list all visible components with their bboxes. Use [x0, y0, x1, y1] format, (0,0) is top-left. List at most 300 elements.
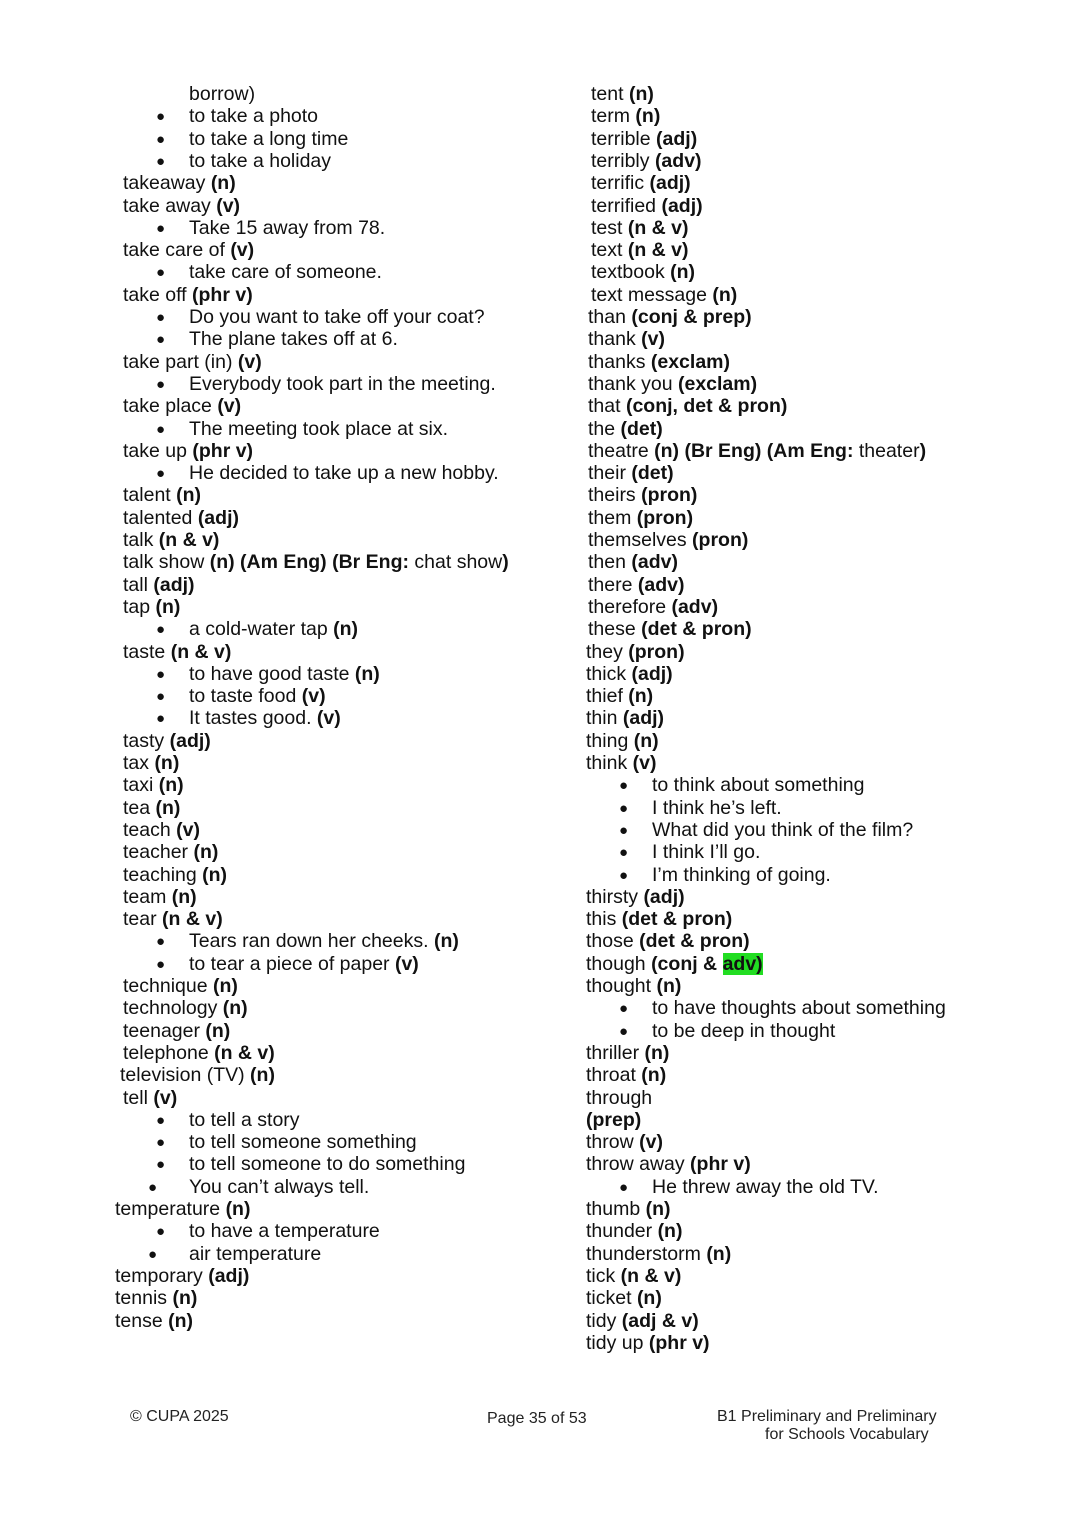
bullet-icon: ●	[156, 1134, 166, 1151]
vocabulary-entry	[588, 574, 684, 596]
bullet-icon: ●	[156, 933, 166, 950]
vocabulary-entry	[123, 797, 180, 819]
part-of-speech-label: (n)	[354, 663, 380, 685]
vocabulary-entry	[123, 752, 179, 774]
bullet-icon: ●	[156, 153, 166, 170]
entry-text: temporary	[115, 1265, 209, 1287]
part-of-speech-label: (n)	[154, 752, 180, 774]
example-item	[652, 997, 946, 1019]
entry-text: tax	[123, 752, 155, 774]
part-of-speech-label: (adj)	[197, 507, 239, 529]
vocabulary-entry	[588, 462, 674, 484]
entry-text: I think he’s left.	[652, 797, 782, 819]
bullet-icon: ●	[156, 309, 166, 326]
bullet-icon: ●	[619, 1000, 629, 1017]
entry-text: Take 15 away from 78.	[189, 217, 386, 239]
part-of-speech-label: (exclam)	[650, 351, 730, 373]
part-of-speech-label: (n)	[213, 975, 238, 997]
entry-text: term	[591, 105, 636, 127]
entry-text: to take a holiday	[189, 150, 332, 172]
example-item	[189, 328, 398, 350]
entry-text: tidy up	[586, 1332, 649, 1354]
entry-text: to be deep in thought	[652, 1020, 836, 1042]
entry-text: take away	[123, 195, 217, 217]
entry-text: they	[586, 641, 629, 663]
entry-text: to have thoughts about something	[652, 997, 946, 1019]
entry-text: a cold-water tap	[189, 618, 334, 640]
part-of-speech-label: (n)	[712, 284, 738, 306]
bullet-icon: ●	[156, 131, 166, 148]
entry-text: throw away	[586, 1153, 691, 1175]
part-of-speech-label: (adv)	[631, 551, 678, 573]
example-item	[652, 774, 864, 796]
vocabulary-entry	[115, 1310, 193, 1332]
entry-text: to take a long time	[189, 128, 349, 150]
vocabulary-entry	[591, 239, 689, 261]
entry-text: He decided to take up a new hobby.	[189, 462, 499, 484]
part-of-speech-label: (n) (Am Eng) (Br Eng:	[209, 551, 415, 573]
entry-text: talented	[123, 507, 198, 529]
entry-text: What did you think of the film?	[652, 819, 914, 841]
example-item	[189, 1131, 417, 1153]
vocabulary-entry	[123, 351, 262, 373]
part-of-speech-label: (adj)	[631, 663, 673, 685]
vocabulary-entry	[586, 1087, 652, 1109]
part-of-speech-label: (pron)	[636, 507, 694, 529]
part-of-speech-label: (n & v)	[627, 217, 689, 239]
vocabulary-entry	[591, 105, 660, 127]
entry-text: think	[586, 752, 633, 774]
entry-text: take part (in)	[123, 351, 238, 373]
vocabulary-entry	[586, 752, 656, 774]
entry-text: thanks	[588, 351, 651, 373]
bullet-icon: ●	[156, 465, 166, 482]
bullet-icon: ●	[156, 331, 166, 348]
vocabulary-entry	[123, 1087, 177, 1109]
entry-text: television (TV)	[120, 1064, 251, 1086]
entry-text: to tell a story	[189, 1109, 300, 1131]
part-of-speech-label: (n)	[636, 1287, 662, 1309]
entry-text: talk show	[123, 551, 210, 573]
bullet-icon: ●	[619, 844, 629, 861]
vocabulary-entry	[123, 507, 239, 529]
vocabulary-entry	[586, 953, 763, 975]
part-of-speech-label: (n & v)	[627, 239, 689, 261]
entry-text: thick	[586, 663, 632, 685]
entry-text: then	[588, 551, 632, 573]
vocabulary-entry	[588, 395, 787, 417]
part-of-speech-label: (n)	[176, 484, 202, 506]
part-of-speech-label: (v)	[639, 1131, 663, 1153]
vocabulary-entry	[123, 574, 195, 596]
part-of-speech-label: (n & v)	[214, 1042, 275, 1064]
bullet-icon: ●	[619, 800, 629, 817]
bullet-icon: ●	[156, 956, 166, 973]
example-item	[189, 105, 318, 127]
part-of-speech-label: (n)	[155, 797, 181, 819]
entry-text: terrible	[591, 128, 657, 150]
part-of-speech-label: (v)	[237, 351, 262, 373]
entry-text: teenager	[123, 1020, 206, 1042]
vocabulary-entry	[588, 351, 730, 373]
example-item	[189, 685, 326, 707]
part-of-speech-label: (v)	[641, 328, 665, 350]
part-of-speech-label: (phr v)	[192, 284, 253, 306]
example-item	[189, 930, 459, 952]
part-of-speech-label: (adj)	[649, 172, 691, 194]
vocabulary-entry	[123, 841, 218, 863]
entry-text: air temperature	[189, 1243, 322, 1265]
entry-text: temperature	[115, 1198, 226, 1220]
entry-text: I’m thinking of going.	[652, 864, 831, 886]
part-of-speech-label: (n)	[641, 1064, 667, 1086]
part-of-speech-label: (n)	[635, 105, 661, 127]
entry-text: thunder	[586, 1220, 658, 1242]
vocabulary-entry	[123, 730, 211, 752]
example-item	[189, 128, 348, 150]
entry-text: The meeting took place at six.	[189, 418, 449, 440]
part-of-speech-label: (n)	[193, 841, 219, 863]
entry-text: thriller	[586, 1042, 645, 1064]
vocabulary-entry	[588, 618, 752, 640]
part-of-speech-label: (prep)	[586, 1109, 642, 1131]
entry-text: tall	[123, 574, 154, 596]
entry-text: technology	[123, 997, 223, 1019]
vocabulary-entry	[123, 908, 223, 930]
part-of-speech-label: (n)	[670, 261, 696, 283]
entry-text: tea	[123, 797, 156, 819]
part-of-speech-label: (phr v)	[690, 1153, 751, 1175]
entry-text: borrow)	[189, 83, 256, 105]
entry-text: take up	[123, 440, 193, 462]
part-of-speech-label: (n)	[333, 618, 359, 640]
part-of-speech-label: (n)	[706, 1243, 732, 1265]
entry-text: to have good taste	[189, 663, 355, 685]
vocabulary-entry	[586, 1198, 671, 1220]
entry-text: therefore	[588, 596, 672, 618]
example-item	[189, 418, 448, 440]
example-item	[189, 1220, 380, 1242]
part-of-speech-label: (v)	[394, 953, 419, 975]
vocabulary-entry	[115, 1198, 250, 1220]
bullet-icon: ●	[156, 1156, 166, 1173]
entry-text: though	[586, 953, 652, 975]
part-of-speech-label: (n & v)	[170, 641, 232, 663]
part-of-speech-label: (adj)	[169, 730, 211, 752]
bullet-icon: ●	[156, 688, 166, 705]
entry-text: the	[588, 418, 621, 440]
part-of-speech-label: (adj)	[622, 707, 665, 729]
entry-text: It tastes good.	[189, 707, 317, 729]
example-item	[189, 373, 496, 395]
example-item	[189, 150, 331, 172]
vocabulary-entry	[123, 551, 509, 573]
vocabulary-entry	[588, 551, 678, 573]
entry-text: take care of	[123, 239, 231, 261]
part-of-speech-label: (n) (Br Eng) (Am Eng:	[654, 440, 859, 462]
entry-text: that	[588, 395, 626, 417]
part-of-speech-label: (n)	[250, 1064, 275, 1086]
example-item	[189, 707, 341, 729]
example-item	[189, 217, 385, 239]
example-item	[189, 1153, 465, 1175]
entry-text: to taste food	[189, 685, 302, 707]
part-of-speech-label: (phr v)	[192, 440, 254, 462]
vocabulary-entry	[120, 1064, 275, 1086]
bullet-icon: ●	[156, 264, 166, 281]
part-of-speech-label: (det & pron)	[641, 618, 752, 640]
part-of-speech-label: (exclam)	[677, 373, 758, 395]
entry-text: takeaway	[123, 172, 211, 194]
vocabulary-entry	[588, 484, 697, 506]
part-of-speech-label: (v)	[216, 195, 241, 217]
vocabulary-entry	[115, 1265, 249, 1287]
footer-copyright: © CUPA 2025	[130, 1408, 229, 1425]
example-item	[652, 1020, 835, 1042]
bullet-icon: ●	[156, 1223, 166, 1240]
vocabulary-entry	[586, 1042, 669, 1064]
example-item	[652, 864, 831, 886]
entry-text: tidy	[586, 1310, 622, 1332]
part-of-speech-label: (n)	[171, 886, 197, 908]
entry-text: thank you	[588, 373, 678, 395]
entry-text: The plane takes off at 6.	[189, 328, 398, 350]
entry-text: textbook	[591, 261, 671, 283]
part-of-speech-label: (pron)	[641, 484, 698, 506]
bullet-icon: ●	[619, 867, 629, 884]
entry-text: theirs	[588, 484, 642, 506]
vocabulary-entry	[586, 1109, 641, 1131]
example-item	[652, 841, 760, 863]
entry-text: thought	[586, 975, 657, 997]
bullet-icon: ●	[619, 822, 629, 839]
entry-text: telephone	[123, 1042, 215, 1064]
part-of-speech-label: (n)	[155, 596, 181, 618]
part-of-speech-label: (adj & v)	[621, 1310, 699, 1332]
vocabulary-entry	[588, 529, 748, 551]
footer-page-number: Page 35 of 53	[487, 1410, 587, 1427]
entry-text: thief	[586, 685, 629, 707]
vocabulary-entry	[586, 975, 681, 997]
vocabulary-entry	[586, 1287, 662, 1309]
entry-text: these	[588, 618, 642, 640]
vocabulary-entry	[123, 819, 200, 841]
vocabulary-entry	[123, 864, 227, 886]
entry-text: themselves	[588, 529, 693, 551]
entry-text: them	[588, 507, 637, 529]
part-of-speech-label: (adj)	[643, 886, 685, 908]
part-of-speech-label: (pron)	[692, 529, 749, 551]
entry-text: taste	[123, 641, 171, 663]
bullet-icon: ●	[148, 1246, 158, 1263]
vocabulary-entry	[586, 641, 685, 663]
entry-text: chat show	[414, 551, 503, 573]
vocabulary-entry	[586, 663, 673, 685]
entry-text: teach	[123, 819, 177, 841]
entry-text: He threw away the old TV.	[652, 1176, 879, 1198]
part-of-speech-label: (det)	[631, 462, 674, 484]
part-of-speech-label: (v)	[217, 395, 242, 417]
vocabulary-entry	[586, 1220, 682, 1242]
part-of-speech-label: (adj)	[153, 574, 195, 596]
entry-text: tent	[591, 83, 629, 105]
bullet-icon: ●	[619, 1023, 629, 1040]
entry-text: take off	[123, 284, 193, 306]
part-of-speech-label: (v)	[153, 1087, 178, 1109]
part-of-speech-label: (n)	[205, 1020, 231, 1042]
example-item	[189, 1243, 321, 1265]
example-item	[189, 1176, 369, 1198]
part-of-speech-label: (n)	[628, 83, 654, 105]
bullet-icon: ●	[156, 621, 166, 638]
vocabulary-entry	[123, 172, 236, 194]
example-item	[652, 819, 913, 841]
part-of-speech-label: (v)	[301, 685, 326, 707]
footer-doc-title-line2: for Schools Vocabulary	[765, 1426, 929, 1443]
vocabulary-entry	[586, 707, 664, 729]
part-of-speech-label: (adj)	[208, 1265, 250, 1287]
example-item	[189, 306, 485, 328]
vocabulary-entry	[586, 1265, 681, 1287]
part-of-speech-label: (det & pron)	[639, 930, 750, 952]
entry-text: to tell someone something	[189, 1131, 417, 1153]
bullet-icon: ●	[156, 376, 166, 393]
entry-text: theatre	[588, 440, 655, 462]
entry-text: to tell someone to do something	[189, 1153, 466, 1175]
entry-text: to think about something	[652, 774, 865, 796]
example-item	[652, 1176, 879, 1198]
bullet-icon: ●	[619, 777, 629, 794]
entry-text: thin	[586, 707, 623, 729]
entry-text: terribly	[591, 150, 655, 172]
vocabulary-entry	[123, 596, 180, 618]
entry-text: to take a photo	[189, 105, 319, 127]
part-of-speech-label: (n)	[210, 172, 236, 194]
vocabulary-entry	[123, 239, 254, 261]
entry-text: teaching	[123, 864, 203, 886]
part-of-speech-label: (v)	[230, 239, 255, 261]
vocabulary-entry	[588, 418, 663, 440]
vocabulary-entry	[123, 997, 248, 1019]
bullet-icon: ●	[156, 220, 166, 237]
example-item	[189, 953, 419, 975]
vocabulary-entry	[586, 1243, 731, 1265]
entry-text: take care of someone.	[189, 261, 382, 283]
entry-text: thirsty	[586, 886, 644, 908]
vocabulary-entry	[591, 128, 697, 150]
vocabulary-entry	[591, 261, 695, 283]
vocabulary-entry	[586, 1310, 699, 1332]
entry-text: throat	[586, 1064, 642, 1086]
part-of-speech-label: (n)	[158, 774, 184, 796]
vocabulary-entry	[591, 172, 691, 194]
bullet-icon: ●	[156, 1112, 166, 1129]
entry-text: this	[586, 908, 622, 930]
vocabulary-entry	[123, 284, 253, 306]
vocabulary-entry	[123, 975, 238, 997]
part-of-speech-label: (det)	[620, 418, 663, 440]
vocabulary-entry	[123, 195, 240, 217]
vocabulary-entry	[591, 195, 703, 217]
vocabulary-entry	[586, 730, 659, 752]
part-of-speech-label: (n)	[644, 1042, 670, 1064]
part-of-speech-label: (n)	[433, 930, 459, 952]
entry-text: tennis	[115, 1287, 173, 1309]
entry-text: to have a temperature	[189, 1220, 380, 1242]
entry-text: terrific	[591, 172, 650, 194]
example-item	[189, 663, 380, 685]
example-item	[189, 1109, 300, 1131]
example-item	[189, 618, 358, 640]
entry-text: test	[591, 217, 628, 239]
entry-text: Do you want to take off your coat?	[189, 306, 485, 328]
entry-text: taxi	[123, 774, 159, 796]
part-of-speech-label: (adj)	[656, 128, 698, 150]
part-of-speech-label: (n)	[657, 1220, 683, 1242]
part-of-speech-label: (conj &	[651, 953, 723, 975]
entry-text: talk	[123, 529, 159, 551]
vocabulary-entry	[586, 930, 750, 952]
part-of-speech-label: (v)	[316, 707, 341, 729]
entry-text: to tear a piece of paper	[189, 953, 395, 975]
vocabulary-entry	[591, 217, 689, 239]
vocabulary-entry	[591, 150, 702, 172]
vocabulary-entry	[591, 284, 737, 306]
bullet-icon: ●	[156, 710, 166, 727]
vocabulary-entry	[586, 886, 685, 908]
bullet-icon: ●	[156, 421, 166, 438]
vocabulary-entry	[123, 440, 253, 462]
entry-text: their	[588, 462, 632, 484]
part-of-speech-label: )	[502, 551, 509, 573]
entry-text: take place	[123, 395, 218, 417]
entry-text: terrified	[591, 195, 662, 217]
vocabulary-entry	[123, 641, 231, 663]
entry-text: text message	[591, 284, 713, 306]
vocabulary-entry	[586, 1064, 666, 1086]
entry-text: ticket	[586, 1287, 637, 1309]
bullet-icon: ●	[156, 666, 166, 683]
entry-text: tense	[115, 1310, 169, 1332]
entry-text: thunderstorm	[586, 1243, 707, 1265]
vocabulary-entry	[123, 1020, 230, 1042]
entry-text: through	[586, 1087, 653, 1109]
part-of-speech-label: (conj & prep)	[631, 306, 752, 328]
part-of-speech-label: (n)	[225, 1198, 251, 1220]
bullet-icon: ●	[156, 108, 166, 125]
part-of-speech-label: (phr v)	[648, 1332, 710, 1354]
entry-text: I think I’ll go.	[652, 841, 761, 863]
part-of-speech-label: (n & v)	[620, 1265, 682, 1287]
entry-text: tell	[123, 1087, 154, 1109]
part-of-speech-label: (n & v)	[158, 529, 220, 551]
part-of-speech-label: (n)	[645, 1198, 671, 1220]
bullet-icon: ●	[148, 1179, 158, 1196]
vocabulary-entry	[189, 83, 255, 105]
vocabulary-entry	[588, 596, 718, 618]
entry-text: thumb	[586, 1198, 646, 1220]
entry-text: there	[588, 574, 638, 596]
part-of-speech-label: (adv)	[654, 150, 702, 172]
part-of-speech-label: (n)	[656, 975, 682, 997]
entry-text: Tears ran down her cheeks.	[189, 930, 434, 952]
vocabulary-entry	[591, 83, 654, 105]
vocabulary-entry	[123, 484, 201, 506]
footer-doc-title-line1: B1 Preliminary and Preliminary	[717, 1408, 937, 1425]
entry-text: those	[586, 930, 640, 952]
part-of-speech-label: (det & pron)	[621, 908, 733, 930]
vocabulary-entry	[586, 1153, 751, 1175]
